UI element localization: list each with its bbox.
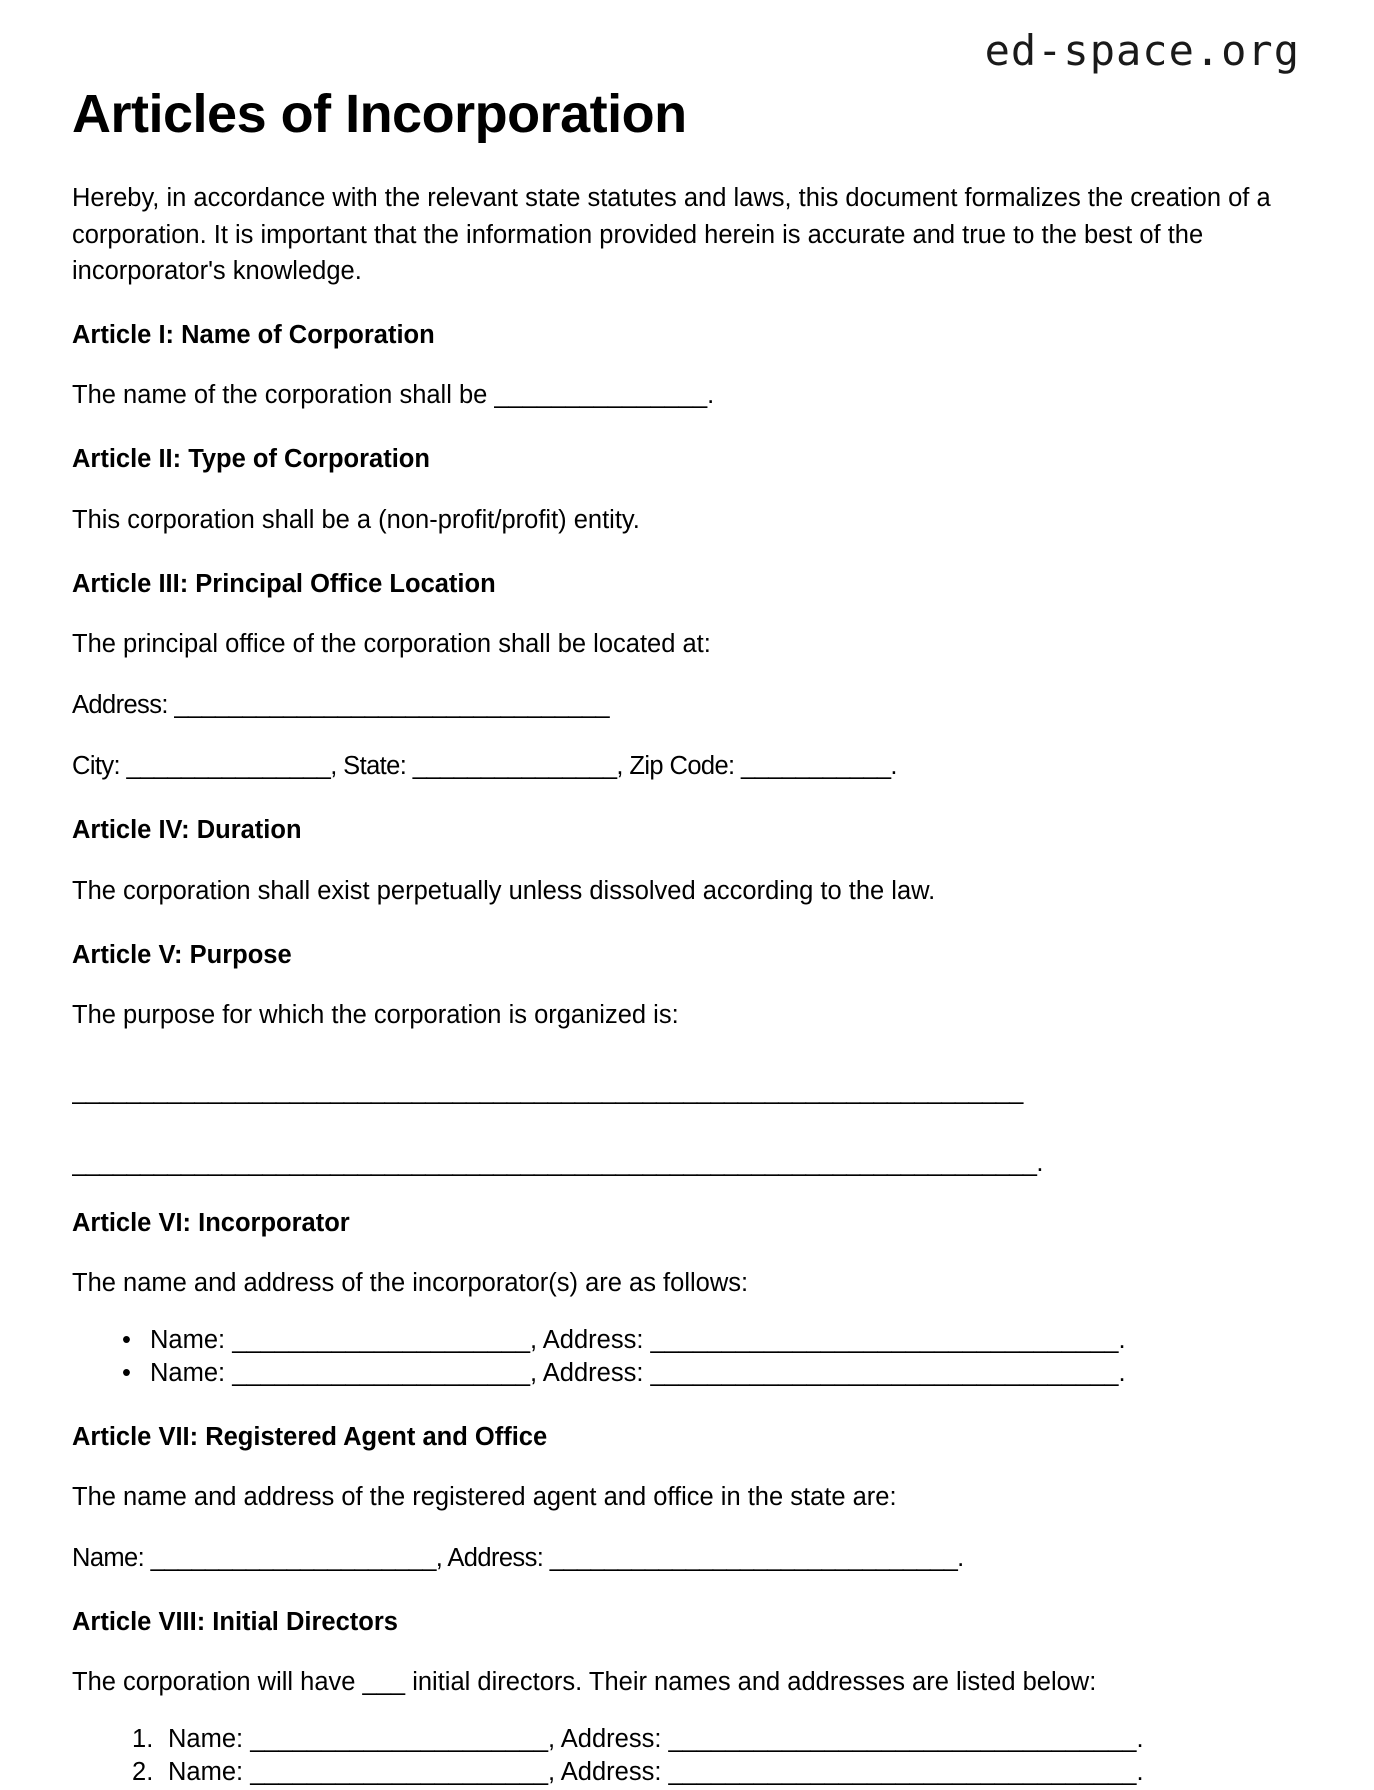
- article-3-heading: Article III: Principal Office Location: [72, 569, 496, 598]
- article-4-duration-line: The corporation shall exist perpetually unless dissolved according to the law.: [72, 876, 936, 905]
- article-5-intro-line: The purpose for which the corporation is organized is:: [72, 1000, 679, 1029]
- article-1-name-line: The name of the corporation shall be _______________.: [72, 381, 715, 410]
- article-6-heading: Article VI: Incorporator: [72, 1209, 350, 1238]
- article-5-blank-line-2: _______________________________________________________________________.: [72, 1149, 1043, 1178]
- list-item: • Name: _____________________, Address: _________________________________.: [150, 1357, 1302, 1391]
- article-4-heading: Article IV: Duration: [72, 816, 302, 845]
- incorporator-list: [72, 1324, 1302, 1391]
- article-5-blank-line-1: ______________________________________________________________________: [72, 1077, 1023, 1106]
- article-5-heading: Article V: Purpose: [72, 940, 292, 969]
- article-7-intro-line: The name and address of the registered agent and office in the state are:: [72, 1482, 897, 1511]
- article-7-agent-line: Name: _____________________, Address: ______________________________.: [72, 1544, 964, 1573]
- article-1-heading: Article I: Name of Corporation: [72, 321, 435, 350]
- list-item: Name: _____________________, Address: _________________________________.: [168, 1758, 1144, 1787]
- intro-paragraph: Hereby, in accordance with the relevant state statutes and laws, this document formalizes the creation of a corporation. It is important that the information provided herein is accurate and true to the best of the incorporator's knowledge.: [72, 184, 1271, 285]
- article-8-intro-line: The corporation will have ___ initial directors. Their names and addresses are listed below:: [72, 1668, 1097, 1697]
- article-3-address-line: Address: ________________________________: [72, 691, 609, 720]
- article-2-type-line: This corporation shall be a (non-profit/profit) entity.: [72, 505, 640, 534]
- article-3-intro-line: The principal office of the corporation shall be located at:: [72, 629, 711, 658]
- article-8-heading: Article VIII: Initial Directors: [72, 1608, 398, 1637]
- article-2-heading: Article II: Type of Corporation: [72, 445, 430, 474]
- list-item: • Name: _____________________, Address: _________________________________.: [150, 1324, 1302, 1358]
- article-7-heading: Article VII: Registered Agent and Office: [72, 1422, 548, 1451]
- site-watermark: ed-space.org: [984, 26, 1300, 75]
- page-title: Articles of Incorporation: [72, 84, 687, 144]
- list-item: Name: _____________________, Address: _________________________________.: [168, 1724, 1144, 1753]
- director-list: [72, 1723, 1302, 1790]
- article-6-intro-line: The name and address of the incorporator(s) are as follows:: [72, 1269, 749, 1298]
- article-3-city-state-zip-line: City: _______________, State: _______________, Zip Code: ___________.: [72, 752, 897, 781]
